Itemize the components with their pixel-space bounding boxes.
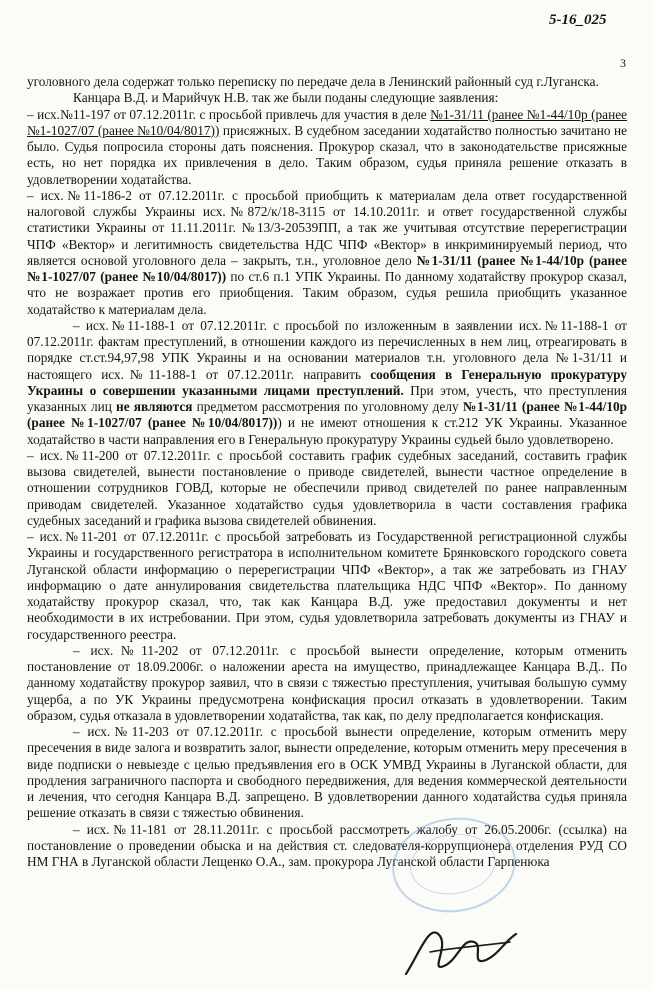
text-segment: №1-31/11 (ранее №1-44/10р (ранее №1-1027/07 (ранее №10/04/8017)) xyxy=(27,399,628,431)
text-segment: Канцара В.Д. и Марийчук Н.В. так же были поданы следующие заявления: xyxy=(73,90,499,106)
text-segment: – исх.№11-202 от 07.12.2011г. с просьбой вынести определение, которым отменить постановление от 18.09.2006г. о наложении ареста на имущество, принадлежащее Канцара В.Д.. По данному ходатайству прокурор заявил, что в связи с тяжестью преступления, учитывая большую сумму ущерба, а по УК Украины предусмотрена конфискация просил отказать в удовлетворении. Таким образом, судья отказала в удовлетворении ходатайства, так как, по делу предполагается конфискация. xyxy=(27,642,627,723)
paragraph xyxy=(27,107,627,188)
document-code: 5-16_025 xyxy=(549,12,607,28)
paragraph xyxy=(27,448,627,529)
text-segment: – исх.№11-186-2 от 07.12.2011г. с просьбой приобщить к материалам дела ответ государственной налоговой службы Украины исх.№872/к/18-3115 от 14.10.2011г. и ответ государственной службы статистики Украины от 11.11.2011г. №13/3-20539ПП, а так же учитывая отсутствие перерегистрации ЧПФ «Вектор» и легитимность свидетельства НДС ЧПФ «Вектор» в инкриминируемый период, что является основой уголовного дела – закрыть, т.н., уголовное дело xyxy=(27,187,627,268)
text-segment: ) и не имеют отношения к ст.212 УК Украины. Указанное ходатайство в части направления его в Генеральную прокуратуру Украины судьей было удовлетворено. xyxy=(27,415,627,447)
paragraph xyxy=(27,90,627,106)
paragraph xyxy=(27,643,627,724)
text-segment: – исх.№11-181 от 28.11.2011г. с просьбой рассмотреть жалобу от 26.05.2006г. (ссылка) на постановление о проведении обыска и на действия ст. следователя-коррупционера отделения РУД СО НМ ГНА в Луганской области Лещенко О.А., зам. прокурора Луганской области Гарпенюка xyxy=(27,821,627,869)
text-segment: – исх.№11-201 от 07.12.2011г. с просьбой затребовать из Государственной регистрационной службы Украины и государственного регистратора в исполнительном комитете Брянковского городского совета Луганской области информацию о перерегистрации ЧПФ «Вектор», а так же затребовать из ГНАУ информацию о дате аннулирования свидетельства плательщика НДС ЧПФ «Вектор». По данному ходатайству прокурор сказал, что, так как Канцара В.Д. уже предоставил документы и нет необходимости в их истребовании. При этом, судья удовлетворила затребовать документы из ГНАУ и государственного реестра. xyxy=(27,529,627,642)
paragraph xyxy=(27,822,627,871)
text-segment: №1-31/11 (ранее №1-44/10р (ранее №1-1027/07 (ранее №10/04/8017)) xyxy=(27,252,627,284)
paragraph xyxy=(27,188,627,318)
text-segment: присяжных. В судебном заседании ходатайство полностью зачитано не было. Судья попросила стороны дать пояснения. Прокурор сказал, что в законодательстве присяжные есть, но нет порядка их привлечения в дело. Таким образом, судья приняла решение отказать в удовлетворении ходатайства. xyxy=(27,122,627,187)
text-segment: уголовного дела содержат только переписку по передаче дела в Ленинский районный суд г.Луганска. xyxy=(27,74,599,89)
paragraph xyxy=(27,74,627,90)
text-segment: №1-31/11 (ранее №1-44/10р (ранее №1-1027/07 (ранее №10/04/8017)) xyxy=(27,106,628,138)
text-segment: сообщения в Генеральную прокуратуру Украины о совершении указанными лицами преступлений. xyxy=(27,366,627,398)
text-segment: предметом рассмотрения по уголовному делу xyxy=(192,399,463,414)
page-number: 3 xyxy=(620,56,626,70)
paragraph xyxy=(27,529,627,643)
text-segment: не являются xyxy=(116,399,193,414)
text-segment: по ст.6 п.1 УПК Украины. По данному ходатайству прокурор сказал, что не возражает против его приобщения. Таким образом, судья решила приобщить указанное ходатайство к материалам дела. xyxy=(27,269,628,317)
paragraph xyxy=(27,724,627,822)
text-segment: – исх.№11-203 от 07.12.2011г. с просьбой вынести определение, которым отменить меру пресечения в виде залога и возвратить залог, вынести определение, которым отменить меру пресечения в виде подписки о невыезде с целью предъявления его в ОСК УМВД Украины в Луганской области, для продления заграничного паспорта и свободного передвижения, для ведения коммерческой деятельности и лечения, что сегодня Канцара В.Д. запрещено. В удовлетворении данного ходатайства судья приняла решение отказать в связи с тяжестью обвинения. xyxy=(27,724,627,821)
text-segment: – исх.№11-200 от 07.12.2011г. с просьбой составить график судебных заседаний, составить график вызова свидетелей, вынести постановление о приводе свидетелей, вынести частное определение в отношении сотрудников ГОВД, которые не обеспечили привод свидетелей по ранее направленным приводам свидетелей. Указанное ходатайство судья удовлетворила в части составления графика судебных заседаний и графика вызова свидетелей обвинения. xyxy=(27,447,627,528)
text-segment: При этом, учесть, что преступления указанных лиц xyxy=(27,382,627,414)
paragraph xyxy=(27,318,627,448)
handwritten-signature xyxy=(400,912,520,984)
text-segment: – исх.№11-188-1 от 07.12.2011г. с просьбой по изложенным в заявлении исх.№11-188-1 от 07.12.2011г. фактам преступлений, в отношении каждого из перечисленных в нем лиц, отреагировать в порядке ст.ст.94,97,98 УПК Украины и на основании материалов т.н. уголовного дела №1-31/11 и настоящего исх.№11-188-1 от 07.12.2011г. направить xyxy=(27,317,627,382)
document-body xyxy=(27,74,627,870)
text-segment: – исх.№11-197 от 07.12.2011г. с просьбой привлечь для участия в деле xyxy=(27,106,431,122)
